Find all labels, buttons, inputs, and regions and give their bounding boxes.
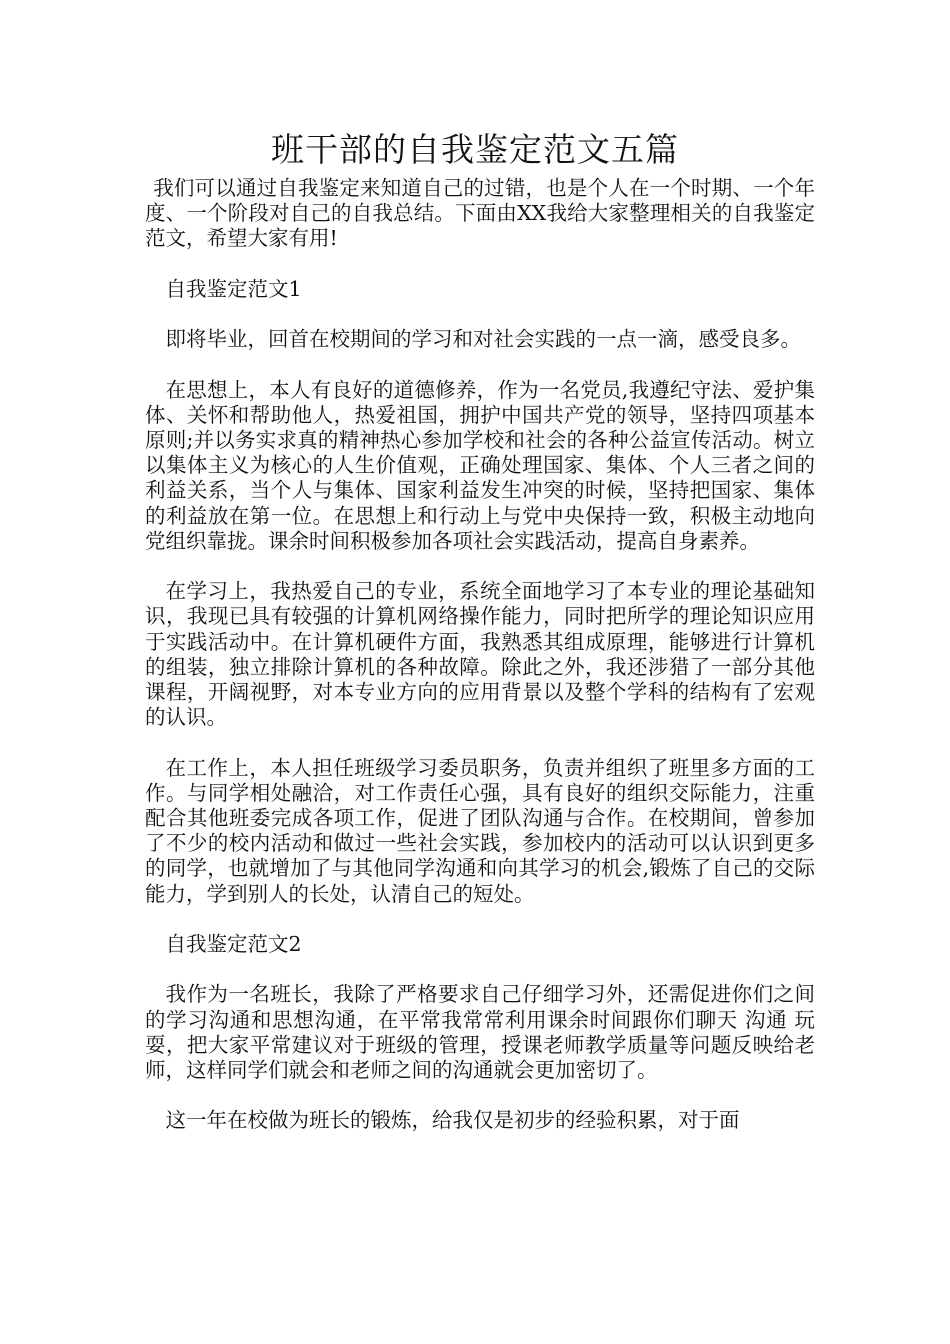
paragraph-gap [145, 554, 815, 579]
paragraph-gap [145, 730, 815, 755]
section1-paragraph-3: 在学习上，我热爱自己的专业，系统全面地学习了本专业的理论基础知识，我现已具有较强的计算机网络操作能力，同时把所学的理论知识应用于实践活动中。在计算机硬件方面，我熟悉其组成原理，能够进行计算机的组装，独立排除计算机的各种故障。除此之外，我还涉猎了一部分其他课程，开阔视野，对本专业方向的应用背景以及整个学科的结构有了宏观的认识。 [145, 579, 815, 730]
section1-paragraph-1: 即将毕业，回首在校期间的学习和对社会实践的一点一滴，感受良多。 [165, 327, 801, 352]
section1-paragraph-4: 在工作上，本人担任班级学习委员职务，负责并组织了班里多方面的工作。与同学相处融洽，对工作责任心强，具有良好的组织交际能力，注重配合其他班委完成各项工作，促进了团队沟通与合作。在校期间，曾参加了不少的校内活动和做过一些社会实践，参加校内的活动可以认识到更多的同学，也就增加了与其他同学沟通和向其学习的机会,锻炼了自己的交际能力，学到别人的长处，认清自己的短处。 [145, 755, 815, 906]
paragraph-gap [145, 1083, 815, 1108]
section2-paragraph-1: 我作为一名班长，我除了严格要求自己仔细学习外，还需促进你们之间的学习沟通和思想沟通，在平常我常常利用课余时间跟你们聊天 沟通 玩耍，把大家平常建议对于班级的管理，授课老师教学质量等问题反映给老师，这样同学们就会和老师之间的沟通就会更加密切了。 [145, 982, 815, 1082]
intro-paragraph: 我们可以通过自我鉴定来知道自己的过错，也是个人在一个时期、一个年度、一个阶段对自己的自我总结。下面由XX我给大家整理相关的自我鉴定范文，希望大家有用! [145, 176, 815, 251]
paragraph-gap [145, 252, 815, 277]
paragraph-gap [145, 302, 815, 327]
paragraph-gap [145, 957, 815, 982]
section-heading-2: 自我鉴定范文2 [165, 932, 302, 956]
section2-paragraph-2: 这一年在校做为班长的锻炼，给我仅是初步的经验积累，对于面 [165, 1108, 740, 1133]
paragraph-gap [145, 907, 815, 932]
section-heading-1: 自我鉴定范文1 [165, 276, 302, 301]
document-body [145, 176, 815, 1134]
document-title: 班干部的自我鉴定范文五篇 [271, 130, 679, 169]
paragraph-gap [145, 352, 815, 377]
section1-paragraph-2: 在思想上，本人有良好的道德修养，作为一名党员,我遵纪守法、爱护集体、关怀和帮助他人，热爱祖国，拥护中国共产党的领导，坚持四项基本原则;并以务实求真的精神热心参加学校和社会的各种公益宣传活动。树立以集体主义为核心的人生价值观，正确处理国家、集体、个人三者之间的利益关系，当个人与集体、国家利益发生冲突的时候，坚持把国家、集体的利益放在第一位。在思想上和行动上与党中央保持一致，积极主动地向党组织靠拢。课余时间积极参加各项社会实践活动，提高自身素养。 [145, 377, 815, 553]
